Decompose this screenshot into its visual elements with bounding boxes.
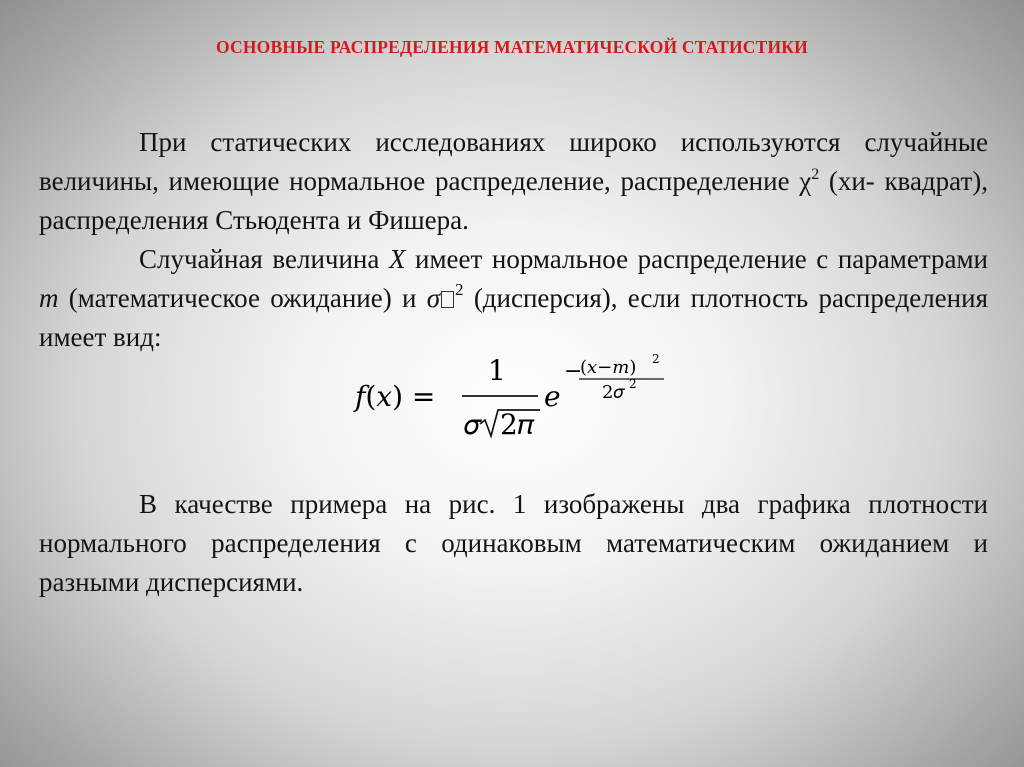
paragraph-example: В качестве примера на рис. 1 изображены два графика плотности нормального распределения с одинаковым математическим ожиданием и разными дисперсиями. (39, 489, 988, 597)
variable-sigma: σ (426, 283, 441, 313)
p2-text-2: имеет нормальное распределение с параметрами (405, 244, 988, 274)
chi-exponent: 2 (811, 166, 820, 183)
formula-lhs: 𝑓(𝑥) = (355, 380, 436, 413)
formula-numerator: 1 (488, 354, 506, 387)
formula-denominator-two-pi: 2𝜋 (500, 408, 535, 441)
sigma-exponent: 2 (455, 280, 464, 299)
p2-text-4: (дисперсия), если плотность распределения имеет вид: (39, 283, 988, 352)
exponent-numerator-power: 2 (652, 352, 660, 366)
p2-text-3: (математическое ожидание) и (58, 283, 427, 313)
exponent-denominator: 2𝜎 (602, 382, 625, 403)
variable-x: X (388, 244, 406, 274)
exponent-denominator-power: 2 (629, 377, 637, 391)
intro-text-end: (хи- квадрат), распределения Стьюдента и Фишера. (39, 166, 988, 235)
slide-title: ОСНОВНЫЕ РАСПРЕДЕЛЕНИЯ МАТЕМАТИЧЕСКОЙ СТАТИСТИКИ (216, 37, 808, 57)
variable-m: m (39, 283, 59, 313)
missing-glyph-box (441, 291, 454, 308)
intro-text: При статических исследованиях широко используются случайные величины, имеющие нормальное распределение, распределение χ (39, 127, 988, 196)
paragraph-intro (39, 123, 988, 240)
normal-density-formula (0, 340, 1024, 450)
formula-exponential-base: 𝑒 (544, 380, 561, 413)
exponent-numerator: (𝑥−𝑚) (580, 357, 637, 378)
p2-text-1: Случайная величина (139, 244, 389, 274)
formula-denominator-sigma: 𝜎 (464, 408, 481, 441)
exponent-minus: − (564, 359, 583, 384)
